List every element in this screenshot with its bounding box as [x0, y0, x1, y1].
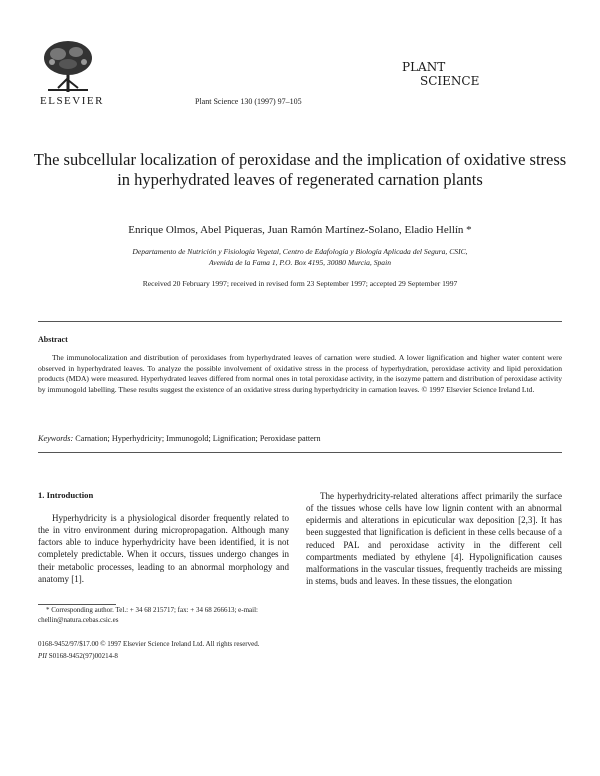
- article-title: The subcellular localization of peroxidase and the implication of oxidative stress in hyperhydrated leaves of regenerated carnation plants: [33, 150, 567, 189]
- right-column-text: The hyperhydricity-related alterations affect primarily the surface of the tissues whose cells have low lignin content with an abnormal epidermis and alterations in epicuticular wax deposition [2,3]. It has been suggested that lignification is deficient in these cells because of a reduced PAL and peroxidase activity in the different cell compartments mediated by ethylene [4]. Hypolignification causes malformations in the vascular tissues, frequently tracheids are missing in stems, buds and leaves. In these tissues, the elongation: [306, 491, 562, 587]
- affiliation-line-2: Avenida de la Fama 1, P.O. Box 4195, 30080 Murcia, Spain: [208, 258, 391, 267]
- article-authors: Enrique Olmos, Abel Piqueras, Juan Ramón Martínez-Solano, Eladio Hellín *: [128, 224, 472, 236]
- journal-reference: Plant Science 130 (1997) 97–105: [195, 97, 302, 106]
- keywords: [38, 434, 562, 443]
- pii-label: PII: [38, 652, 47, 660]
- corresponding-author-footnote: * Corresponding author. Tel.: + 34 68 215717; fax: + 34 68 266613; e-mail: chellin@natura.cebas.csic.es: [38, 606, 259, 624]
- publisher-logo-text: ELSEVIER: [40, 95, 104, 107]
- section-heading-introduction: 1. Introduction: [38, 490, 94, 500]
- abstract-text: The immunolocalization and distribution of peroxidases from hyperhydrated leaves of carnation were studied. A lower lignification and higher water content were observed in hyperhydrated leaves. To analyze the possible involvement of oxidative stress in the process of hyperhydration, peroxidase activity and lipid peroxidation products (MDA) were measured. Hyperhydrated leaves differed from normal ones in total peroxidase activity, in the isozyme pattern and distribution of peroxidase activity by immunogold labelling. These results suggest the existence of an oxidative stress during hyperhydricity in carnation leaves. © 1997 Elsevier Science Ireland Ltd.: [38, 353, 562, 395]
- affiliation-line-1: Departamento de Nutrición y Fisiología Vegetal, Centro de Edafología y Biología Aplicada del Segura, CSIC,: [132, 247, 468, 256]
- divider-top: [38, 321, 562, 322]
- pii-line: [38, 652, 118, 660]
- author-affiliation: [30, 246, 570, 268]
- received-dates: Received 20 February 1997; received in revised form 23 September 1997; accepted 29 September 1997: [142, 279, 458, 288]
- keywords-label: Keywords:: [38, 434, 74, 443]
- journal-logo-line2: SCIENCE: [420, 74, 480, 88]
- divider-bottom: [38, 452, 562, 453]
- elsevier-tree-logo: [40, 38, 96, 94]
- left-column-text: Hyperhydricity is a physiological disorder frequently related to the in vitro environment during micropropagation. Although many factors able to induce hyperhydricity have been identified, it is not completely predictable. When it occurs, tissues undergo changes in their metabolic processes, leading to an abnormal morphology and anatomy [1].: [38, 513, 289, 584]
- copyright-line: 0168-9452/97/$17.00 © 1997 Elsevier Science Ireland Ltd. All rights reserved.: [38, 640, 260, 648]
- pii-value: S0168-9452(97)00214-8: [48, 652, 118, 660]
- keywords-text: Carnation; Hyperhydricity; Immunogold; Lignification; Peroxidase pattern: [75, 434, 321, 443]
- journal-logo: [400, 58, 490, 88]
- abstract-heading: Abstract: [38, 335, 68, 344]
- journal-logo-line1: PLANT: [402, 60, 446, 74]
